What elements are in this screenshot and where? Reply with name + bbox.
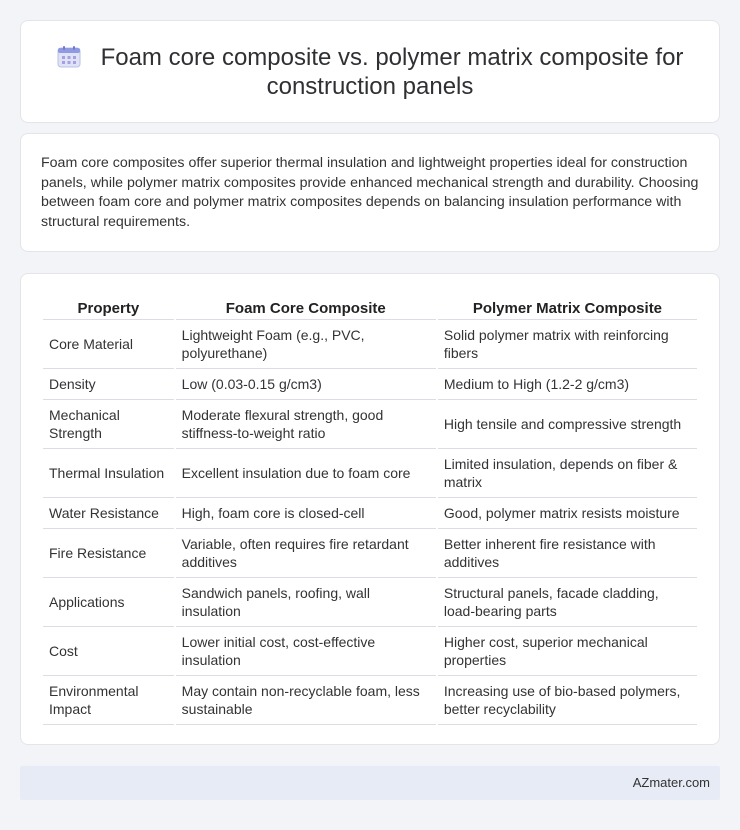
property-cell: Density	[43, 369, 174, 400]
foam-core-cell: High, foam core is closed-cell	[176, 498, 436, 529]
foam-core-cell: May contain non-recyclable foam, less sustainable	[176, 676, 436, 725]
footer-brand: AZmater.com	[632, 775, 710, 790]
comparison-table-card	[20, 273, 720, 745]
property-cell: Mechanical Strength	[43, 400, 174, 449]
polymer-matrix-cell: Increasing use of bio-based polymers, better recyclability	[438, 676, 697, 725]
table-header-row	[43, 294, 697, 320]
foam-core-cell: Excellent insulation due to foam core	[176, 449, 436, 498]
title-text: Foam core composite vs. polymer matrix composite for construction panels	[100, 44, 684, 100]
foam-core-cell: Low (0.03-0.15 g/cm3)	[176, 369, 436, 400]
title-card	[20, 20, 720, 123]
foam-core-cell: Lightweight Foam (e.g., PVC, polyurethane)	[176, 320, 436, 369]
polymer-matrix-cell: Limited insulation, depends on fiber & matrix	[438, 449, 697, 498]
table-row	[43, 627, 697, 676]
polymer-matrix-cell: Structural panels, facade cladding, load-bearing parts	[438, 578, 697, 627]
property-cell: Core Material	[43, 320, 174, 369]
property-cell: Fire Resistance	[43, 529, 174, 578]
polymer-matrix-cell: High tensile and compressive strength	[438, 400, 697, 449]
foam-core-cell: Sandwich panels, roofing, wall insulation	[176, 578, 436, 627]
table-row	[43, 529, 697, 578]
polymer-matrix-cell: Medium to High (1.2-2 g/cm3)	[438, 369, 697, 400]
polymer-matrix-cell: Good, polymer matrix resists moisture	[438, 498, 697, 529]
property-cell: Applications	[43, 578, 174, 627]
polymer-matrix-cell: Better inherent fire resistance with additives	[438, 529, 697, 578]
foam-core-cell: Moderate flexural strength, good stiffness-to-weight ratio	[176, 400, 436, 449]
property-cell: Cost	[43, 627, 174, 676]
comparison-table	[41, 294, 699, 725]
intro-paragraph: Foam core composites offer superior thermal insulation and lightweight properties ideal for construction panels, while polymer matrix composites provide enhanced mechanical strength and durability. Choosing between foam core and polymer matrix composites depends on balancing insulation performance with structural requirements.	[41, 155, 699, 230]
property-cell: Water Resistance	[43, 498, 174, 529]
page-title	[21, 43, 719, 101]
calendar-grid-icon	[57, 46, 81, 68]
property-cell: Thermal Insulation	[43, 449, 174, 498]
intro-card	[20, 133, 720, 252]
table-row	[43, 400, 697, 449]
table-row	[43, 676, 697, 725]
polymer-matrix-cell: Solid polymer matrix with reinforcing fibers	[438, 320, 697, 369]
foam-core-cell: Lower initial cost, cost-effective insulation	[176, 627, 436, 676]
header-foam-core: Foam Core Composite	[176, 294, 436, 320]
table-row	[43, 498, 697, 529]
table-row	[43, 449, 697, 498]
foam-core-cell: Variable, often requires fire retardant additives	[176, 529, 436, 578]
table-row	[43, 369, 697, 400]
polymer-matrix-cell: Higher cost, superior mechanical properties	[438, 627, 697, 676]
footer-bar	[20, 766, 720, 800]
property-cell: Environmental Impact	[43, 676, 174, 725]
header-polymer-matrix: Polymer Matrix Composite	[438, 294, 697, 320]
header-property: Property	[43, 294, 174, 320]
table-row	[43, 578, 697, 627]
table-row	[43, 320, 697, 369]
